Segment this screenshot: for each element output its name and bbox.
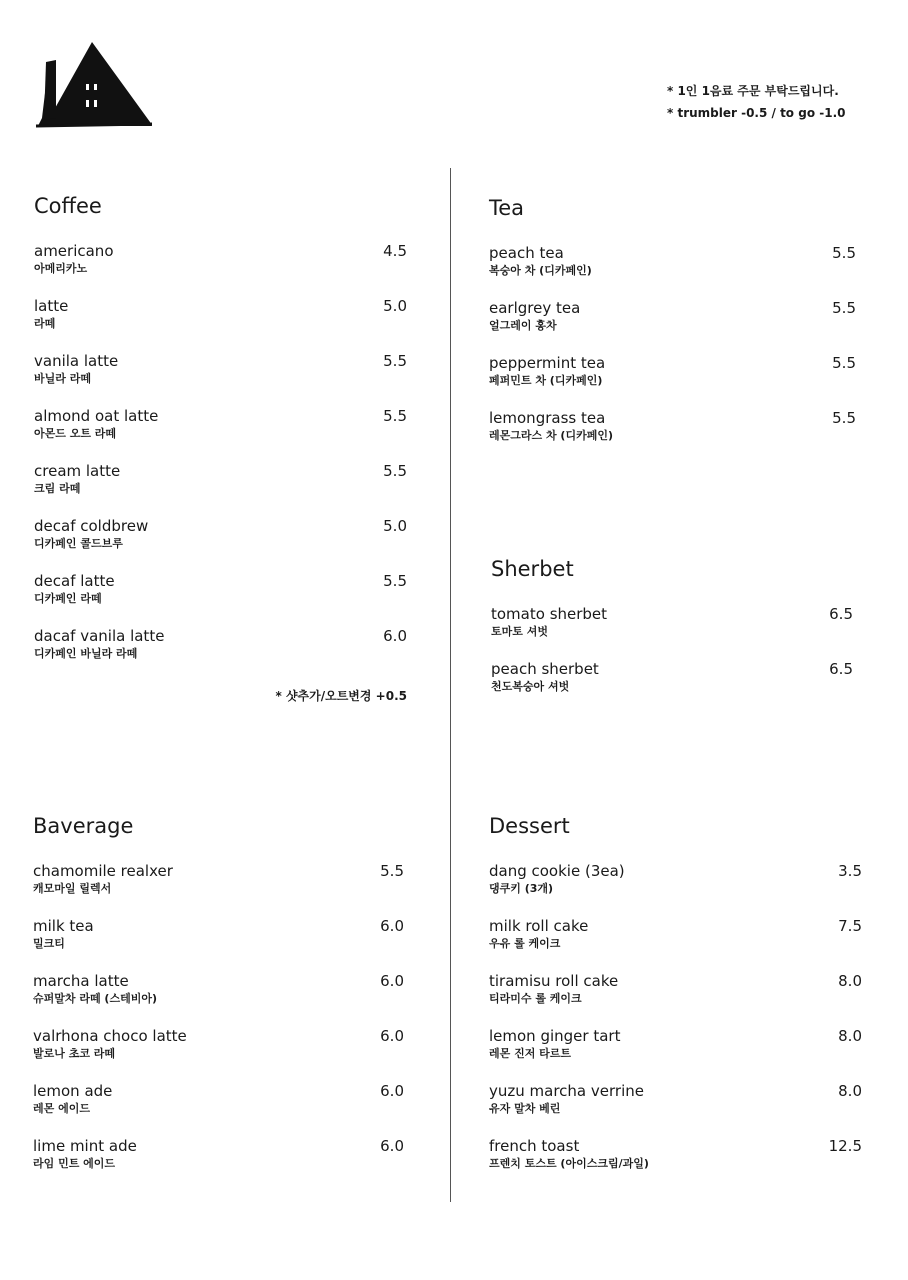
menu-item bbox=[489, 243, 856, 298]
item-name: french toast bbox=[489, 1137, 580, 1155]
item-name: decaf coldbrew bbox=[34, 517, 149, 535]
menu-item bbox=[34, 296, 407, 351]
item-name: vanila latte bbox=[34, 352, 119, 370]
menu-item bbox=[33, 1136, 404, 1191]
item-name-korean: 슈퍼말차 라떼 (스테비아) bbox=[33, 992, 157, 1005]
item-name-korean: 디카페인 바닐라 라떼 bbox=[34, 647, 138, 660]
menu-item bbox=[33, 861, 404, 916]
item-price: 4.5 bbox=[383, 242, 407, 260]
section-title: Dessert bbox=[489, 814, 570, 838]
item-name-korean: 티라미수 롤 케이크 bbox=[489, 992, 582, 1005]
menu-item bbox=[489, 353, 856, 408]
item-price: 5.5 bbox=[832, 354, 856, 372]
item-name: lime mint ade bbox=[33, 1137, 137, 1155]
item-name-korean: 캐모마일 릴렉서 bbox=[33, 882, 112, 895]
item-name: almond oat latte bbox=[34, 407, 159, 425]
menu-item bbox=[33, 1081, 404, 1136]
item-name-korean: 천도복숭아 셔벗 bbox=[491, 680, 570, 693]
item-price: 6.0 bbox=[380, 1137, 404, 1155]
item-name-korean: 디카페인 라떼 bbox=[34, 592, 102, 605]
item-name: tiramisu roll cake bbox=[489, 972, 619, 990]
menu-item bbox=[33, 971, 404, 1026]
item-name-korean: 페퍼민트 차 (디카페인) bbox=[489, 374, 603, 387]
menu-item bbox=[33, 916, 404, 971]
item-name-korean: 얼그레이 홍차 bbox=[489, 319, 557, 332]
note-line: * trumbler -0.5 / to go -1.0 bbox=[667, 106, 846, 120]
section-title: Coffee bbox=[34, 194, 102, 218]
order-notes bbox=[667, 80, 845, 124]
menu-item bbox=[34, 351, 407, 406]
section-title: Tea bbox=[489, 196, 525, 220]
item-price: 5.0 bbox=[383, 517, 407, 535]
item-name: lemon ade bbox=[33, 1082, 113, 1100]
item-name: peppermint tea bbox=[489, 354, 606, 372]
item-name-korean: 라떼 bbox=[34, 317, 56, 330]
menu-item bbox=[491, 604, 853, 659]
section-tea bbox=[489, 195, 856, 463]
item-name: latte bbox=[34, 297, 69, 315]
menu-item bbox=[34, 241, 407, 296]
item-price: 6.0 bbox=[380, 1082, 404, 1100]
item-price: 6.0 bbox=[380, 1027, 404, 1045]
item-name-korean: 아몬드 오트 라떼 bbox=[34, 427, 117, 440]
item-price: 5.5 bbox=[832, 244, 856, 262]
item-name: cream latte bbox=[34, 462, 121, 480]
item-price: 5.5 bbox=[383, 572, 407, 590]
item-price: 8.0 bbox=[838, 972, 862, 990]
item-price: 12.5 bbox=[828, 1137, 862, 1155]
item-name: lemon ginger tart bbox=[489, 1027, 621, 1045]
item-price: 6.5 bbox=[829, 660, 853, 678]
house-logo-icon bbox=[34, 38, 154, 130]
item-price: 6.0 bbox=[383, 627, 407, 645]
item-price: 5.5 bbox=[832, 409, 856, 427]
menu-item bbox=[489, 298, 856, 353]
item-name-korean: 프렌치 토스트 (아이스크림/과일) bbox=[489, 1157, 649, 1170]
section-baverage bbox=[33, 813, 404, 1191]
item-name: chamomile realxer bbox=[33, 862, 173, 880]
item-price: 5.5 bbox=[832, 299, 856, 317]
menu-item bbox=[489, 408, 856, 463]
menu-item bbox=[489, 1026, 862, 1081]
menu-item bbox=[489, 1081, 862, 1136]
item-name: lemongrass tea bbox=[489, 409, 606, 427]
item-name: milk roll cake bbox=[489, 917, 589, 935]
item-name: peach sherbet bbox=[491, 660, 599, 678]
item-name-korean: 레몬그라스 차 (디카페인) bbox=[489, 429, 613, 442]
item-name: americano bbox=[34, 242, 114, 260]
item-price: 6.0 bbox=[380, 972, 404, 990]
item-name: tomato sherbet bbox=[491, 605, 608, 623]
item-name: yuzu marcha verrine bbox=[489, 1082, 644, 1100]
item-price: 6.0 bbox=[380, 917, 404, 935]
item-name-korean: 토마토 셔벗 bbox=[491, 625, 548, 638]
item-name: marcha latte bbox=[33, 972, 129, 990]
item-name: valrhona choco latte bbox=[33, 1027, 187, 1045]
item-name-korean: 복숭아 차 (디카페인) bbox=[489, 264, 592, 277]
menu-item bbox=[491, 659, 853, 714]
menu-item bbox=[489, 971, 862, 1026]
section-title: Baverage bbox=[33, 814, 134, 838]
item-name: dacaf vanila latte bbox=[34, 627, 165, 645]
item-name-korean: 레몬 진저 타르트 bbox=[489, 1047, 572, 1060]
item-price: 8.0 bbox=[838, 1082, 862, 1100]
item-name-korean: 아메리카노 bbox=[34, 262, 88, 275]
menu-item bbox=[34, 461, 407, 516]
item-price: 5.5 bbox=[383, 352, 407, 370]
item-name: decaf latte bbox=[34, 572, 115, 590]
item-name-korean: 우유 롤 케이크 bbox=[489, 937, 561, 950]
item-name-korean: 밀크티 bbox=[33, 937, 65, 950]
item-price: 5.5 bbox=[383, 462, 407, 480]
item-name-korean: 바닐라 라떼 bbox=[34, 372, 91, 385]
menu-item bbox=[34, 626, 407, 681]
item-name: milk tea bbox=[33, 917, 94, 935]
menu-item bbox=[489, 916, 862, 971]
item-price: 3.5 bbox=[838, 862, 862, 880]
section-sherbet bbox=[491, 556, 853, 714]
item-price: 6.5 bbox=[829, 605, 853, 623]
item-name-korean: 라임 민트 에이드 bbox=[33, 1157, 116, 1170]
menu-item bbox=[33, 1026, 404, 1081]
item-price: 5.5 bbox=[383, 407, 407, 425]
item-price: 5.5 bbox=[380, 862, 404, 880]
section-coffee bbox=[34, 193, 407, 704]
section-title: Sherbet bbox=[491, 557, 574, 581]
coffee-footnote: * 샷추가/오트변경 +0.5 bbox=[275, 689, 407, 703]
item-name-korean: 발로나 초코 라떼 bbox=[33, 1047, 116, 1060]
menu-item bbox=[489, 1136, 862, 1191]
menu-item bbox=[489, 861, 862, 916]
note-line: * 1인 1음료 주문 부탁드립니다. bbox=[667, 84, 839, 98]
menu-item bbox=[34, 516, 407, 571]
column-divider bbox=[450, 168, 451, 1202]
item-name-korean: 디카페인 콜드브루 bbox=[34, 537, 123, 550]
item-name-korean: 크림 라떼 bbox=[34, 482, 81, 495]
item-name: dang cookie (3ea) bbox=[489, 862, 625, 880]
item-price: 8.0 bbox=[838, 1027, 862, 1045]
item-name-korean: 댕쿠키 (3개) bbox=[489, 882, 554, 895]
item-name-korean: 유자 말차 베린 bbox=[489, 1102, 561, 1115]
menu-item bbox=[34, 571, 407, 626]
item-price: 5.0 bbox=[383, 297, 407, 315]
menu-item bbox=[34, 406, 407, 461]
section-dessert bbox=[489, 813, 862, 1191]
item-name-korean: 레몬 에이드 bbox=[33, 1102, 90, 1115]
item-name: peach tea bbox=[489, 244, 564, 262]
item-price: 7.5 bbox=[838, 917, 862, 935]
item-name: earlgrey tea bbox=[489, 299, 581, 317]
